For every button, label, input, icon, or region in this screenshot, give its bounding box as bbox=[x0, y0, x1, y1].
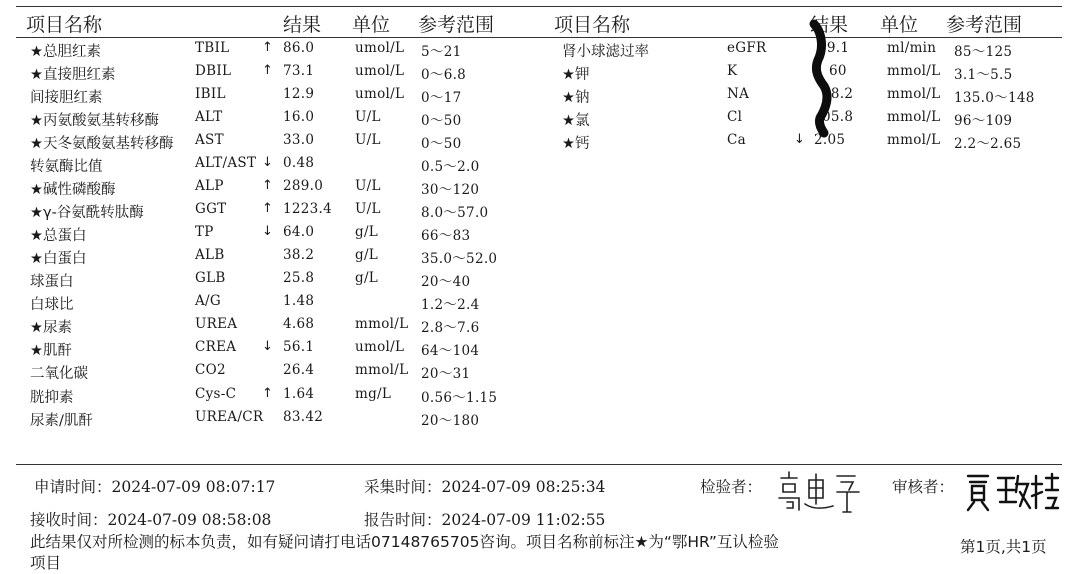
item-name: ★尿素 bbox=[30, 320, 72, 336]
item-result: 86.0 bbox=[283, 40, 315, 56]
item-name: ★直接胆红素 bbox=[30, 67, 116, 83]
down-arrow-icon: ↓ bbox=[794, 132, 805, 147]
item-code: CO2 bbox=[195, 362, 226, 378]
report-time bbox=[364, 508, 605, 530]
item-name: ★γ-谷氨酰转肽酶 bbox=[30, 205, 144, 221]
item-unit: g/L bbox=[355, 247, 379, 263]
item-result: 38.2 bbox=[822, 86, 854, 102]
item-range: 0～6.8 bbox=[421, 67, 467, 83]
up-arrow-icon: ↑ bbox=[262, 201, 273, 216]
item-name: 肾小球滤过率 bbox=[562, 44, 649, 60]
item-name: ★碱性磷酸酶 bbox=[30, 182, 116, 198]
item-unit: mmol/L bbox=[887, 109, 941, 125]
item-code: GLB bbox=[195, 270, 226, 286]
item-code: ALT/AST bbox=[195, 155, 257, 171]
header-divider bbox=[16, 37, 1062, 38]
item-name: ★总胆红素 bbox=[30, 44, 101, 60]
up-arrow-icon: ↑ bbox=[262, 386, 273, 401]
apply-time-value: 2024-07-09 08:07:17 bbox=[111, 478, 276, 496]
item-unit: mmol/L bbox=[355, 362, 409, 378]
item-range: 3.1～5.5 bbox=[954, 67, 1013, 83]
item-code: UREA/CR bbox=[195, 409, 264, 425]
item-unit: mmol/L bbox=[355, 316, 409, 332]
item-range: 20～40 bbox=[421, 274, 471, 290]
down-arrow-icon: ↓ bbox=[262, 155, 273, 170]
item-unit: mmol/L bbox=[887, 63, 941, 79]
item-unit: mmol/L bbox=[887, 86, 941, 102]
item-range: 5～21 bbox=[421, 44, 462, 60]
item-code: K bbox=[727, 63, 738, 79]
item-name: ★丙氨酸氨基转移酶 bbox=[30, 113, 159, 129]
table-top-border bbox=[16, 6, 1062, 7]
header-left-unit: 单位 bbox=[352, 14, 391, 36]
item-result: 73.1 bbox=[283, 63, 315, 79]
header-right-name: 项目名称 bbox=[554, 14, 631, 36]
item-unit: U/L bbox=[355, 132, 381, 148]
header-right-result: 结果 bbox=[810, 14, 849, 36]
collect-time-value: 2024-07-09 08:25:34 bbox=[441, 478, 606, 496]
header-right-range: 参考范围 bbox=[946, 14, 1023, 36]
item-range: 0～17 bbox=[421, 90, 462, 106]
item-code: ALB bbox=[195, 247, 225, 263]
collect-time bbox=[364, 475, 605, 497]
item-code: AST bbox=[195, 132, 224, 148]
item-name: ★白蛋白 bbox=[30, 251, 87, 267]
reviewer-signature bbox=[962, 470, 1062, 514]
item-code: UREA bbox=[195, 316, 238, 332]
item-range: 135.0～148 bbox=[954, 90, 1035, 106]
item-code: TP bbox=[195, 224, 214, 240]
item-range: 8.0～57.0 bbox=[421, 205, 489, 221]
inspector bbox=[700, 475, 762, 497]
header-left-range: 参考范围 bbox=[418, 14, 495, 36]
up-arrow-icon: ↑ bbox=[262, 178, 273, 193]
table-bottom-border bbox=[16, 464, 1062, 465]
item-result: 1.48 bbox=[283, 293, 315, 309]
item-name: ★钾 bbox=[562, 67, 590, 83]
item-code: Cl bbox=[727, 109, 743, 125]
inspector-signature bbox=[775, 468, 867, 516]
item-range: 64～104 bbox=[421, 343, 480, 359]
item-unit: umol/L bbox=[355, 339, 405, 355]
item-code: Cys-C bbox=[195, 386, 237, 402]
receive-time-value: 2024-07-09 08:58:08 bbox=[107, 511, 272, 529]
item-unit: umol/L bbox=[355, 86, 405, 102]
item-unit: umol/L bbox=[355, 63, 405, 79]
item-name: ★氯 bbox=[562, 113, 590, 129]
item-name: ★总蛋白 bbox=[30, 228, 87, 244]
item-unit: mmol/L bbox=[887, 132, 941, 148]
item-range: 20～180 bbox=[421, 413, 480, 429]
item-result: 64.0 bbox=[283, 224, 315, 240]
down-arrow-icon: ↓ bbox=[262, 339, 273, 354]
apply-time-label: 申请时间： bbox=[34, 478, 112, 496]
item-unit: U/L bbox=[355, 109, 381, 125]
item-range: 35.0～52.0 bbox=[421, 251, 498, 267]
collect-time-label: 采集时间： bbox=[364, 478, 442, 496]
report-time-value: 2024-07-09 11:02:55 bbox=[441, 511, 606, 529]
item-result: 1.64 bbox=[283, 386, 315, 402]
item-result: 289.0 bbox=[283, 178, 324, 194]
item-range: 96～109 bbox=[954, 113, 1013, 129]
item-name: ★肌酐 bbox=[30, 343, 72, 359]
item-name: 白球比 bbox=[30, 297, 74, 313]
item-name: ★钙 bbox=[562, 136, 590, 152]
header-left-result: 结果 bbox=[283, 14, 322, 36]
down-arrow-icon: ↓ bbox=[262, 224, 273, 239]
header-right-unit: 单位 bbox=[880, 14, 919, 36]
header-left-name: 项目名称 bbox=[26, 14, 103, 36]
apply-time bbox=[34, 475, 275, 497]
item-name: 球蛋白 bbox=[30, 274, 74, 290]
receive-time-label: 接收时间： bbox=[30, 511, 108, 529]
item-result: 1223.4 bbox=[283, 201, 333, 217]
item-code: ALT bbox=[195, 109, 223, 125]
ink-redaction-mark bbox=[804, 20, 844, 135]
item-unit: g/L bbox=[355, 224, 379, 240]
receive-time bbox=[30, 508, 271, 530]
item-code: Ca bbox=[727, 132, 746, 148]
item-result: 05.8 bbox=[822, 109, 854, 125]
item-code: IBIL bbox=[195, 86, 226, 102]
reviewer bbox=[892, 475, 954, 497]
item-range: 2.8～7.6 bbox=[421, 320, 480, 336]
item-name: 尿素/肌酐 bbox=[30, 413, 93, 429]
up-arrow-icon: ↑ bbox=[262, 40, 273, 55]
item-range: 20～31 bbox=[421, 366, 471, 382]
item-unit: mg/L bbox=[355, 386, 392, 402]
item-result: 26.4 bbox=[283, 362, 315, 378]
item-range: 0.5～2.0 bbox=[421, 159, 480, 175]
disclaimer-text: 此结果仅对所检测的标本负责，如有疑问请打电话07148765705咨询。项目名称前标注★为“鄂HR”互认检验 bbox=[30, 533, 779, 551]
item-result: 0.48 bbox=[283, 155, 315, 171]
item-result: 56.1 bbox=[283, 339, 315, 355]
up-arrow-icon: ↑ bbox=[262, 63, 273, 78]
item-code: CREA bbox=[195, 339, 237, 355]
item-result: 38.2 bbox=[283, 247, 315, 263]
item-name: ★天冬氨酸氨基转移酶 bbox=[30, 136, 174, 152]
item-code: NA bbox=[727, 86, 750, 102]
item-code: ALP bbox=[195, 178, 224, 194]
item-unit: U/L bbox=[355, 178, 381, 194]
item-range: 2.2～2.65 bbox=[954, 136, 1022, 152]
item-code: A/G bbox=[195, 293, 221, 309]
item-range: 30～120 bbox=[421, 182, 480, 198]
item-range: 66～83 bbox=[421, 228, 471, 244]
item-result: 33.0 bbox=[283, 132, 315, 148]
item-name: 胱抑素 bbox=[30, 390, 74, 406]
item-unit: g/L bbox=[355, 270, 379, 286]
item-unit: ml/min bbox=[887, 40, 937, 56]
item-result: 2.05 bbox=[814, 132, 846, 148]
disclaimer-text-continued: 项目 bbox=[30, 554, 62, 572]
item-range: 85～125 bbox=[954, 44, 1013, 60]
item-range: 1.2～2.4 bbox=[421, 297, 480, 313]
item-result: 12.9 bbox=[283, 86, 315, 102]
item-result: 29.1 bbox=[818, 40, 850, 56]
item-name: ★钠 bbox=[562, 90, 590, 106]
item-result: 60 bbox=[829, 63, 847, 79]
item-name: 二氧化碳 bbox=[30, 366, 88, 382]
item-range: 0～50 bbox=[421, 136, 462, 152]
item-code: eGFR bbox=[727, 40, 767, 56]
item-result: 4.68 bbox=[283, 316, 315, 332]
item-result: 83.42 bbox=[283, 409, 324, 425]
item-code: TBIL bbox=[195, 40, 230, 56]
item-name: 间接胆红素 bbox=[30, 90, 103, 106]
item-range: 0.56～1.15 bbox=[421, 390, 498, 406]
item-result: 16.0 bbox=[283, 109, 315, 125]
item-unit: U/L bbox=[355, 201, 381, 217]
item-result: 25.8 bbox=[283, 270, 315, 286]
reviewer-label: 审核者： bbox=[892, 478, 955, 496]
page-indicator: 第1页,共1页 bbox=[960, 538, 1047, 556]
item-code: GGT bbox=[195, 201, 227, 217]
report-time-label: 报告时间： bbox=[364, 511, 442, 529]
item-code: DBIL bbox=[195, 63, 232, 79]
item-unit: umol/L bbox=[355, 40, 405, 56]
item-range: 0～50 bbox=[421, 113, 462, 129]
item-name: 转氨酶比值 bbox=[30, 159, 103, 175]
inspector-label: 检验者： bbox=[700, 478, 763, 496]
